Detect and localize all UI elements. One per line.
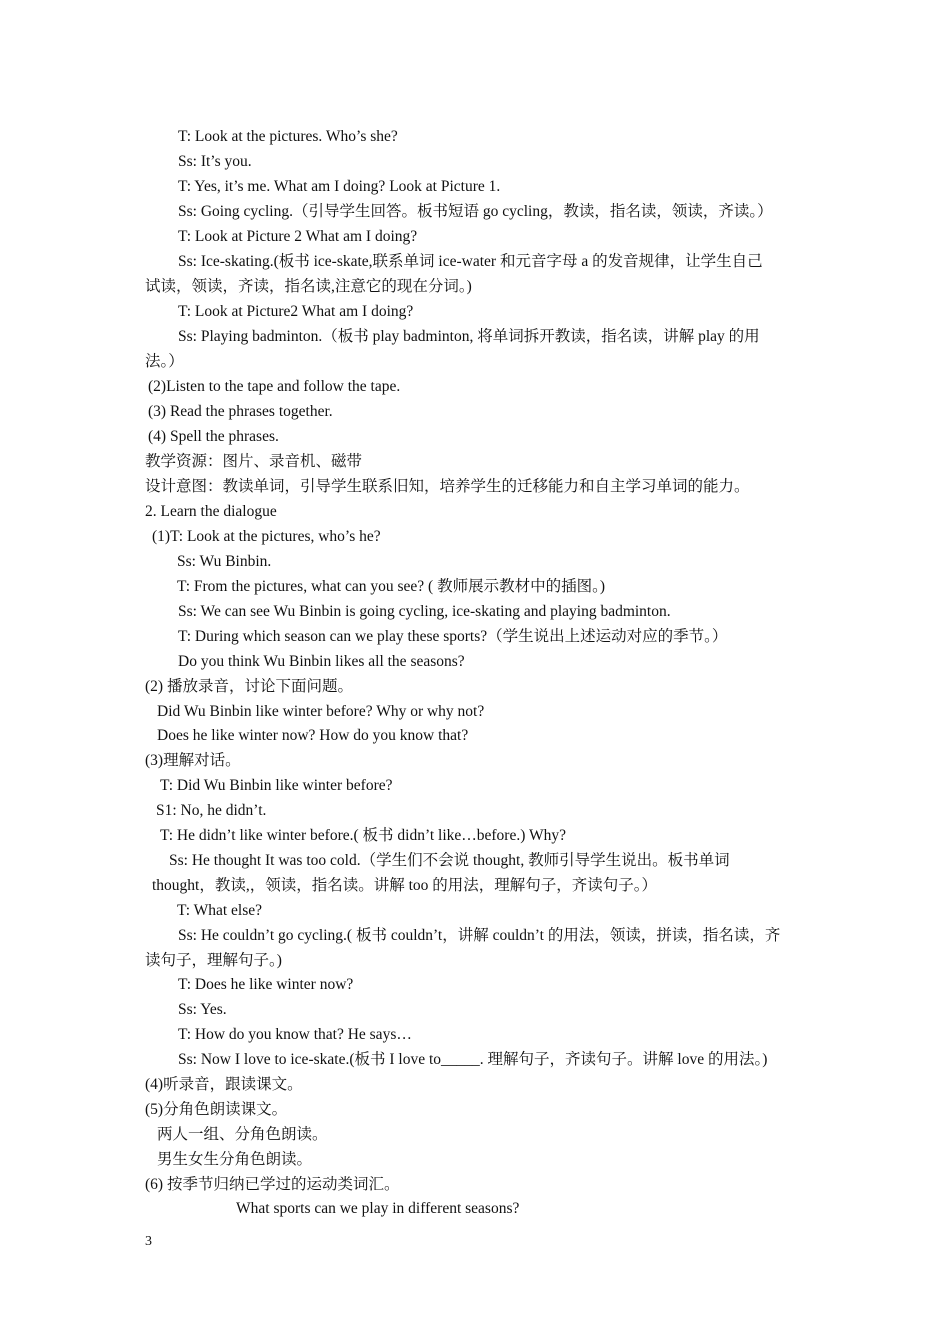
- text-line: Ss: Yes.: [178, 1001, 227, 1018]
- text-line: Ss: Wu Binbin.: [177, 553, 272, 570]
- text-line: (4) Spell the phrases.: [148, 428, 279, 445]
- text-line: 法。）: [145, 353, 184, 370]
- text-line: (5)分角色朗读课文。: [145, 1101, 288, 1118]
- text-line: 教学资源：图片、录音机、磁带: [145, 453, 363, 470]
- text-line: thought，教读,，领读，指名读。讲解 too 的用法，理解句子，齐读句子。）: [152, 877, 658, 894]
- text-line: S1: No, he didn’t.: [156, 802, 267, 819]
- text-line: T: How do you know that? He says…: [178, 1026, 412, 1043]
- text-line: (3)理解对话。: [145, 752, 241, 769]
- text-line: Ss: He thought It was too cold.（学生们不会说 thought, 教师引导学生说出。板书单词: [169, 852, 730, 869]
- text-line: T: Look at the pictures. Who’s she?: [178, 128, 398, 145]
- text-line: Does he like winter now? How do you know that?: [157, 727, 469, 744]
- text-line: T: Look at Picture 2 What am I doing?: [178, 228, 418, 245]
- text-line: Do you think Wu Binbin likes all the seasons?: [178, 653, 465, 670]
- text-line: Ss: He couldn’t go cycling.( 板书 couldn’t，讲解 couldn’t 的用法，领读，拼读，指名读，齐: [178, 927, 781, 944]
- text-line: 两人一组、分角色朗读。: [157, 1126, 328, 1143]
- section-heading: 2. Learn the dialogue: [145, 503, 277, 520]
- text-line: (6) 按季节归纳已学过的运动类词汇。: [145, 1176, 400, 1193]
- text-line: T: Did Wu Binbin like winter before?: [160, 777, 393, 794]
- text-line: (2)Listen to the tape and follow the tape.: [148, 378, 401, 395]
- text-line: (3) Read the phrases together.: [148, 403, 333, 420]
- text-line: 试读，领读，齐读，指名读,注意它的现在分词。): [145, 278, 472, 295]
- text-line: Ss: Going cycling.（引导学生回答。板书短语 go cycling，教读，指名读，领读，齐读。）: [178, 203, 773, 220]
- text-line: T: Does he like winter now?: [178, 976, 354, 993]
- text-line: T: During which season can we play these sports?（学生说出上述运动对应的季节。）: [178, 628, 728, 645]
- text-line: Ss: It’s you.: [178, 153, 252, 170]
- text-line: T: Look at Picture2 What am I doing?: [178, 303, 414, 320]
- page-number: 3: [145, 1234, 152, 1249]
- text-line: T: From the pictures, what can you see? ( 教师展示教材中的插图。): [177, 578, 605, 595]
- text-line: Did Wu Binbin like winter before? Why or why not?: [157, 703, 485, 720]
- text-line: T: Yes, it’s me. What am I doing? Look at Picture 1.: [178, 178, 501, 195]
- text-line: (4)听录音，跟读课文。: [145, 1076, 303, 1093]
- text-line: (2) 播放录音，讨论下面问题。: [145, 678, 353, 695]
- text-line: T: He didn’t like winter before.( 板书 didn’t like…before.) Why?: [160, 827, 566, 844]
- text-line: 设计意图：教读单词，引导学生联系旧知，培养学生的迁移能力和自主学习单词的能力。: [145, 478, 750, 495]
- text-line: Ss: Ice-skating.(板书 ice-skate,联系单词 ice-water 和元音字母 a 的发音规律，让学生自己: [178, 253, 763, 270]
- text-line: What sports can we play in different seasons?: [236, 1200, 520, 1217]
- text-line: (1)T: Look at the pictures, who’s he?: [152, 528, 381, 545]
- text-line: Ss: Playing badminton.（板书 play badminton, 将单词拆开教读，指名读，讲解 play 的用: [178, 328, 760, 345]
- text-line: Ss: We can see Wu Binbin is going cycling, ice-skating and playing badminton.: [178, 603, 671, 620]
- text-line: T: What else?: [177, 902, 263, 919]
- text-line: 男生女生分角色朗读。: [157, 1151, 313, 1168]
- text-line: Ss: Now I love to ice-skate.(板书 I love to_____. 理解句子，齐读句子。讲解 love 的用法。): [178, 1051, 768, 1068]
- text-line: 读句子，理解句子。): [145, 952, 282, 969]
